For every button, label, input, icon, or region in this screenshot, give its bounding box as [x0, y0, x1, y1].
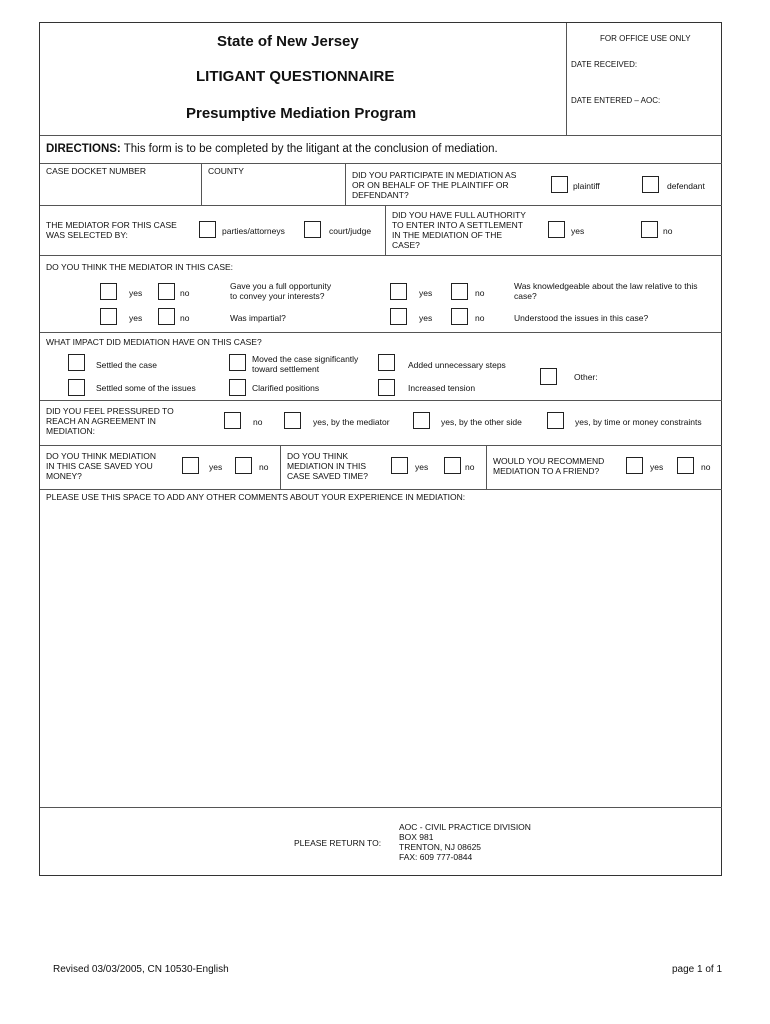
yes-label: yes	[419, 313, 433, 323]
increased-tension-checkbox[interactable]	[378, 379, 395, 396]
defendant-checkbox[interactable]	[642, 176, 659, 193]
saved-time-question: DO YOU THINK MEDIATION IN THIS CASE SAVED TIME?	[287, 451, 368, 481]
yes-label: yes	[650, 462, 664, 472]
impartial-question: Was impartial?	[230, 313, 286, 323]
no-label: no	[701, 462, 711, 472]
mediator-section-heading: DO YOU THINK THE MEDIATOR IN THIS CASE:	[46, 262, 234, 272]
no-label: no	[259, 462, 269, 472]
pressured-time-money-checkbox[interactable]	[547, 412, 564, 429]
directions: DIRECTIONS: This form is to be completed by the litigant at the conclusion of mediation.	[46, 143, 498, 155]
impartial-no-checkbox[interactable]	[158, 308, 175, 325]
knowledgeable-no-checkbox[interactable]	[451, 283, 468, 300]
understood-question: Understood the issues in this case?	[514, 313, 649, 323]
state-title: State of New Jersey	[217, 33, 359, 50]
county-label: COUNTY	[208, 166, 244, 176]
page-number: page 1 of 1	[672, 964, 723, 975]
pressured-time-money-label: yes, by time or money constraints	[575, 417, 702, 427]
pressured-other-side-checkbox[interactable]	[413, 412, 430, 429]
recommend-no-checkbox[interactable]	[677, 457, 694, 474]
other-checkbox[interactable]	[540, 368, 557, 385]
understood-no-checkbox[interactable]	[451, 308, 468, 325]
yes-label: yes	[129, 313, 143, 323]
increased-tension-label: Increased tension	[408, 383, 476, 393]
no-label: no	[475, 288, 485, 298]
added-steps-checkbox[interactable]	[378, 354, 395, 371]
saved-money-question: DO YOU THINK MEDIATION IN THIS CASE SAVED YOU MONEY?	[46, 451, 157, 481]
header-divider	[40, 135, 722, 136]
pressured-no-checkbox[interactable]	[224, 412, 241, 429]
return-address: AOC - CIVIL PRACTICE DIVISION BOX 981 TRENTON, NJ 08625 FAX: 609 777-0844	[399, 822, 531, 862]
pressured-no-label: no	[253, 417, 263, 427]
no-label: no	[180, 288, 190, 298]
saved-money-yes-checkbox[interactable]	[182, 457, 199, 474]
comments-textarea[interactable]	[41, 501, 725, 811]
yes-label: yes	[415, 462, 429, 472]
no-label: no	[465, 462, 475, 472]
parties-attorneys-checkbox[interactable]	[199, 221, 216, 238]
no-label: no	[180, 313, 190, 323]
saved-money-no-checkbox[interactable]	[235, 457, 252, 474]
comments-label: PLEASE USE THIS SPACE TO ADD ANY OTHER COMMENTS ABOUT YOUR EXPERIENCE IN MEDIATION:	[46, 492, 466, 502]
pressured-mediator-checkbox[interactable]	[284, 412, 301, 429]
parties-attorneys-label: parties/attorneys	[222, 226, 285, 236]
settled-case-label: Settled the case	[96, 360, 157, 370]
yes-label: yes	[129, 288, 143, 298]
office-use-label: FOR OFFICE USE ONLY	[600, 34, 691, 43]
court-judge-label: court/judge	[329, 226, 372, 236]
knowledgeable-yes-checkbox[interactable]	[390, 283, 407, 300]
participate-question: DID YOU PARTICIPATE IN MEDIATION AS OR ON BEHALF OF THE PLAINTIFF OR DEFENDANT?	[352, 170, 517, 200]
case-docket-label: CASE DOCKET NUMBER	[46, 166, 146, 176]
impartial-yes-checkbox[interactable]	[100, 308, 117, 325]
recommend-question: WOULD YOU RECOMMEND MEDIATION TO A FRIEND?	[493, 456, 605, 476]
clarified-positions-label: Clarified positions	[252, 383, 320, 393]
plaintiff-label: plaintiff	[573, 181, 600, 191]
program-title: Presumptive Mediation Program	[186, 105, 417, 122]
full-authority-question: DID YOU HAVE FULL AUTHORITY TO ENTER INTO A SETTLEMENT IN THE MEDIATION OF THE CASE?	[392, 210, 526, 250]
yes-label: yes	[209, 462, 223, 472]
office-use-divider	[566, 23, 567, 135]
added-steps-label: Added unnecessary steps	[408, 360, 506, 370]
case-docket-input[interactable]	[46, 177, 200, 201]
full-opportunity-yes-checkbox[interactable]	[100, 283, 117, 300]
no-label: no	[475, 313, 485, 323]
understood-yes-checkbox[interactable]	[390, 308, 407, 325]
settled-some-label: Settled some of the issues	[96, 383, 196, 393]
pressured-question: DID YOU FEEL PRESSURED TO REACH AN AGREEMENT IN MEDIATION:	[46, 406, 174, 436]
court-judge-checkbox[interactable]	[304, 221, 321, 238]
authority-no-label: no	[663, 226, 673, 236]
settled-case-checkbox[interactable]	[68, 354, 85, 371]
moved-case-label: Moved the case significantly toward settlement	[252, 354, 359, 374]
saved-time-no-checkbox[interactable]	[444, 457, 461, 474]
pressured-mediator-label: yes, by the mediator	[313, 417, 390, 427]
other-label: Other:	[574, 372, 598, 382]
knowledgeable-question: Was knowledgeable about the law relative to this case?	[514, 281, 698, 301]
authority-yes-checkbox[interactable]	[548, 221, 565, 238]
return-label: PLEASE RETURN TO:	[294, 838, 382, 848]
settled-some-checkbox[interactable]	[68, 379, 85, 396]
litigant-questionnaire-form	[39, 22, 722, 876]
authority-no-checkbox[interactable]	[641, 221, 658, 238]
form-title: LITIGANT QUESTIONNAIRE	[196, 68, 395, 85]
date-entered-label: DATE ENTERED – AOC:	[571, 96, 661, 105]
other-input[interactable]	[606, 367, 720, 385]
recommend-yes-checkbox[interactable]	[626, 457, 643, 474]
moved-case-checkbox[interactable]	[229, 354, 246, 371]
clarified-positions-checkbox[interactable]	[229, 379, 246, 396]
full-opportunity-no-checkbox[interactable]	[158, 283, 175, 300]
date-received-label: DATE RECEIVED:	[571, 60, 638, 69]
mediator-selected-question: THE MEDIATOR FOR THIS CASE WAS SELECTED BY:	[46, 220, 177, 240]
yes-label: yes	[419, 288, 433, 298]
saved-time-yes-checkbox[interactable]	[391, 457, 408, 474]
impact-heading: WHAT IMPACT DID MEDIATION HAVE ON THIS CASE?	[46, 337, 262, 347]
authority-yes-label: yes	[571, 226, 585, 236]
county-input[interactable]	[208, 177, 342, 201]
revision-note: Revised 03/03/2005, CN 10530-English	[53, 964, 229, 975]
plaintiff-checkbox[interactable]	[551, 176, 568, 193]
full-opportunity-question: Gave you a full opportunity to convey your interests?	[230, 281, 332, 301]
pressured-other-side-label: yes, by the other side	[441, 417, 522, 427]
defendant-label: defendant	[667, 181, 705, 191]
